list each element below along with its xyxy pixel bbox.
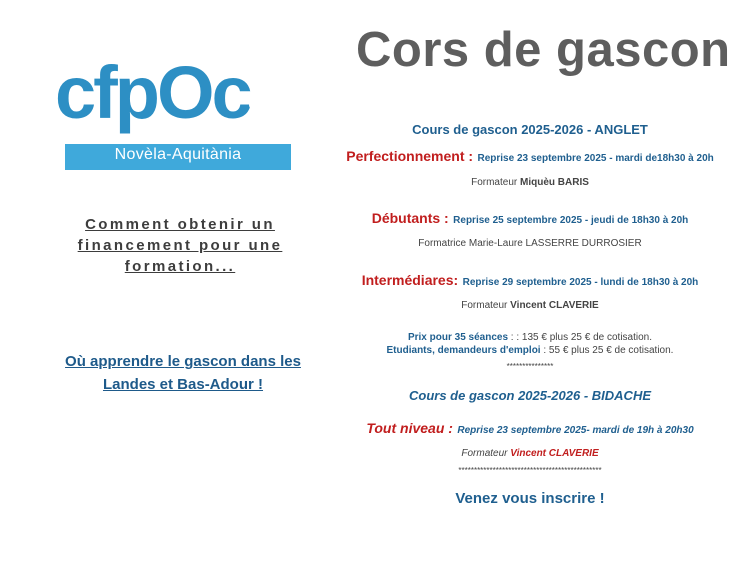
page-title: Cors de gascon	[356, 23, 731, 77]
separator: **********************************************	[458, 466, 602, 475]
trainer-prefix: Formateur	[461, 300, 511, 311]
level-intermediares	[330, 272, 730, 290]
trainer-line	[330, 300, 730, 311]
level-name: Perfectionnement :	[346, 148, 474, 164]
anglet-heading: Cours de gascon 2025-2026 - ANGLET	[412, 122, 648, 137]
students-value: : 55 € plus 25 € de cotisation.	[540, 345, 674, 356]
trainer-line	[330, 177, 730, 188]
trainer-prefix: Formatrice	[418, 238, 469, 249]
level-details: Reprise 29 septembre 2025 - lundi de 18h30 à 20h	[462, 277, 699, 288]
level-debutants	[330, 210, 730, 228]
students-price-line	[330, 345, 730, 356]
trainer-name: Vincent CLAVERIE	[510, 300, 599, 311]
level-name: Intermédiares:	[361, 272, 459, 288]
bidache-heading: Cours de gascon 2025-2026 - BIDACHE	[408, 388, 652, 403]
logo-wordmark: cfpOc	[55, 51, 250, 134]
level-details: Reprise 25 septembre 2025 - jeudi de 18h30 à 20h	[453, 215, 689, 226]
financing-link[interactable]: Comment obtenir un financement pour une formation...	[77, 216, 283, 275]
occitan-cross-icon	[248, 84, 290, 126]
price-line	[330, 332, 730, 343]
trainer-line	[330, 238, 730, 249]
level-tout-niveau	[330, 420, 730, 438]
level-name: Tout niveau :	[366, 420, 453, 436]
trainer-name: Miquèu BARIS	[520, 177, 589, 188]
trainer-line	[330, 448, 730, 459]
price-label: Prix pour 35 séances	[407, 332, 509, 343]
trainer-name: Marie-Laure LASSERRE DURROSIER	[468, 238, 642, 249]
trainer-prefix: Formateur	[471, 177, 520, 188]
cfpoc-logo	[55, 51, 295, 176]
trainer-prefix: Formateur	[461, 448, 511, 459]
trainer-name: Vincent CLAVERIE	[510, 448, 599, 459]
price-value: : : 135 € plus 25 € de cotisation.	[508, 332, 653, 343]
separator: ***************	[506, 362, 554, 371]
level-perfectionnement	[330, 148, 730, 166]
level-details: Reprise 23 septembre 2025- mardi de 19h à 20h30	[457, 425, 694, 436]
logo-tagline: Novèla-Aquitània	[114, 146, 242, 163]
where-to-learn-link[interactable]: Où apprendre le gascon dans les Landes et Bas-Adour !	[65, 353, 301, 393]
level-name: Débutants :	[371, 210, 449, 226]
signup-cta: Venez vous inscrire !	[455, 490, 605, 507]
level-details: Reprise 23 septembre 2025 - mardi de18h30 à 20h	[477, 153, 714, 164]
students-label: Etudiants, demandeurs d'emploi	[386, 345, 541, 356]
